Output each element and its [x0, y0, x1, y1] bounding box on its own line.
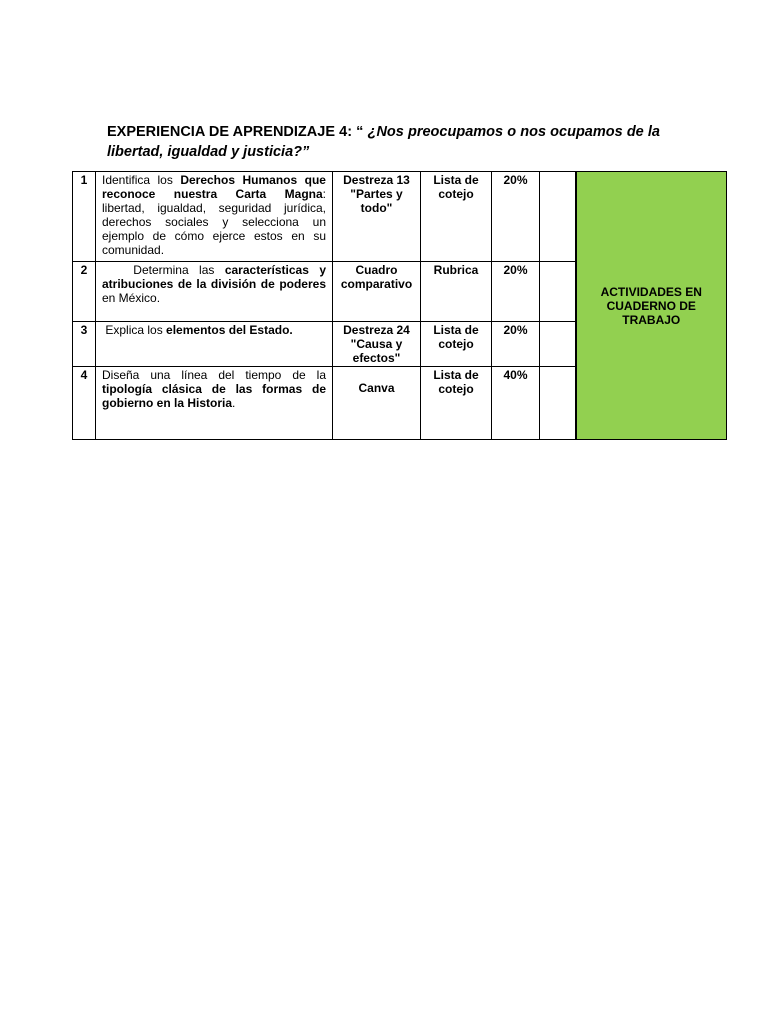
title-prefix: EXPERIENCIA DE APRENDIZAJE 4: “ — [107, 124, 368, 140]
activity-tool: Destreza 13 "Partes y todo" — [333, 172, 421, 262]
weight-percent: 40% — [492, 367, 540, 440]
activities-table — [72, 171, 727, 440]
empty-cell — [540, 172, 576, 262]
weight-percent: 20% — [492, 322, 540, 367]
weight-percent: 20% — [492, 172, 540, 262]
evaluation-instrument: Lista de cotejo — [421, 367, 492, 440]
activity-tool: Destreza 24 "Causa y efectos" — [333, 322, 421, 367]
title-question: ¿Nos preocupamos o nos ocupamos de la libertad, igualdad y justicia?” — [107, 124, 660, 160]
activity-description: Explica los elementos del Estado. — [96, 322, 333, 367]
table-row — [73, 172, 727, 262]
activity-tool: Cuadro comparativo — [333, 262, 421, 322]
empty-cell — [540, 367, 576, 440]
notebook-activities-label: ACTIVIDADES EN CUADERNO DE TRABAJO — [576, 172, 727, 440]
evaluation-instrument: Rubrica — [421, 262, 492, 322]
activity-description: Determina las características y atribuciones de la división de poderes en México. — [96, 262, 333, 322]
learning-experience-title — [107, 122, 660, 162]
row-number: 3 — [73, 322, 96, 367]
activity-tool: Canva — [333, 367, 421, 440]
row-number: 1 — [73, 172, 96, 262]
empty-cell — [540, 322, 576, 367]
activity-description: Identifica los Derechos Humanos que reconoce nuestra Carta Magna: libertad, igualdad, seguridad jurídica, derechos sociales y selecciona un ejemplo de cómo ejerce estos en su comunidad. — [96, 172, 333, 262]
activity-description: Diseña una línea del tiempo de la tipología clásica de las formas de gobierno en la Historia. — [96, 367, 333, 440]
row-number: 2 — [73, 262, 96, 322]
evaluation-instrument: Lista de cotejo — [421, 322, 492, 367]
weight-percent: 20% — [492, 262, 540, 322]
empty-cell — [540, 262, 576, 322]
row-number: 4 — [73, 367, 96, 440]
evaluation-instrument: Lista de cotejo — [421, 172, 492, 262]
